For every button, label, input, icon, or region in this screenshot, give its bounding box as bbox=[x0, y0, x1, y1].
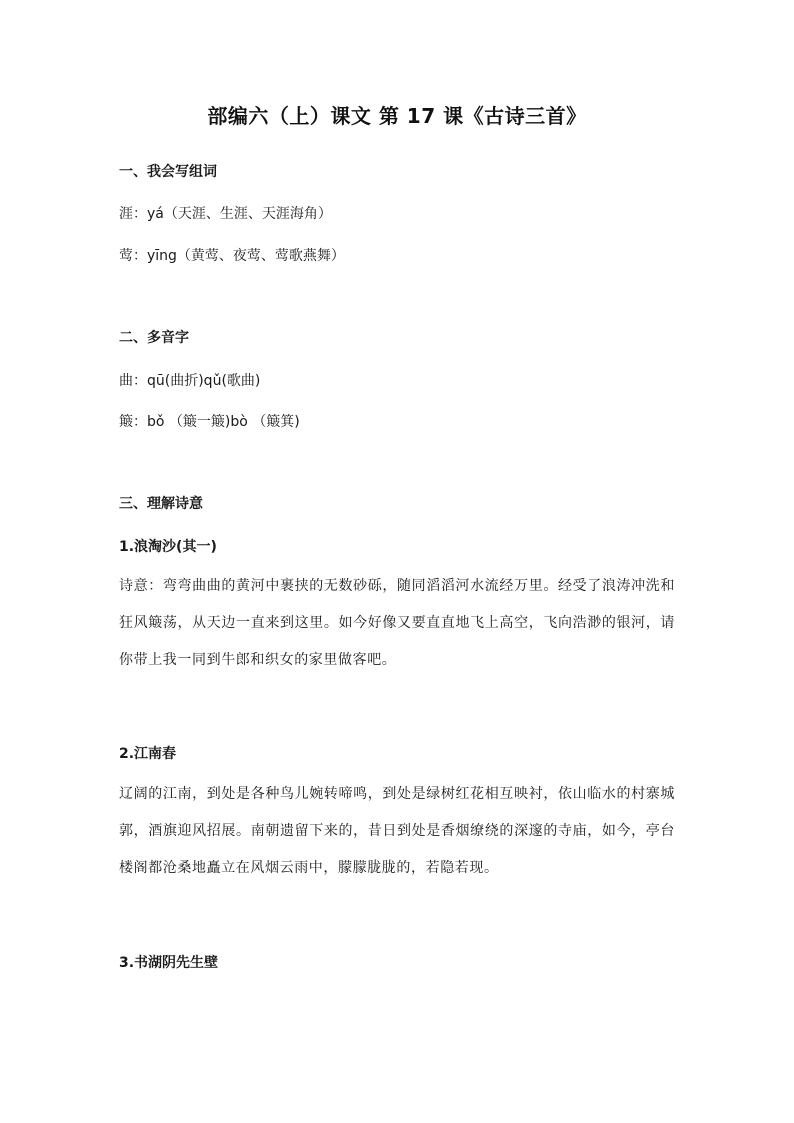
page-title: 部编六（上）课文 第 17 课《古诗三首》 bbox=[207, 104, 587, 128]
poem-title-langtaosha: 1.浪淘沙(其一) bbox=[119, 539, 217, 555]
word-item-ya: 涯：yá（天涯、生涯、天涯海角） bbox=[119, 206, 332, 222]
section-heading-polyphonic: 二、多音字 bbox=[119, 330, 189, 346]
polyphonic-item-qu: 曲：qū(曲折)qǔ(歌曲) bbox=[119, 373, 261, 389]
poem-title-shuhuyin: 3.书湖阴先生壁 bbox=[119, 955, 219, 971]
poem-meaning-langtaosha: 诗意：弯弯曲曲的黄河中裹挟的无数砂砾，随同滔滔河水流经万里。经受了浪涛冲洗和狂风簸荡，从天边一直来到这里。如今好像又要直直地飞上高空，飞向浩渺的银河，请你带上我一同到牛郎和织女的家里做客吧。 bbox=[119, 578, 675, 668]
polyphonic-item-bo: 簸：bǒ （簸一簸)bò （簸箕) bbox=[119, 414, 300, 430]
word-item-ying: 莺：yīng（黄莺、夜莺、莺歌燕舞） bbox=[119, 248, 345, 264]
poem-title-jiangnanchun: 2.江南春 bbox=[119, 746, 177, 762]
section-heading-words: 一、我会写组词 bbox=[119, 164, 217, 180]
poem-meaning-jiangnanchun: 辽阔的江南，到处是各种鸟儿婉转啼鸣，到处是绿树红花相互映衬，依山临水的村寨城郭，酒旗迎风招展。南朝遗留下来的，昔日到处是香烟缭绕的深邃的寺庙，如今，亭台楼阁都沧桑地矗立在风烟云雨中，朦朦胧胧的，若隐若现。 bbox=[119, 786, 675, 876]
section-heading-meaning: 三、理解诗意 bbox=[119, 496, 203, 512]
